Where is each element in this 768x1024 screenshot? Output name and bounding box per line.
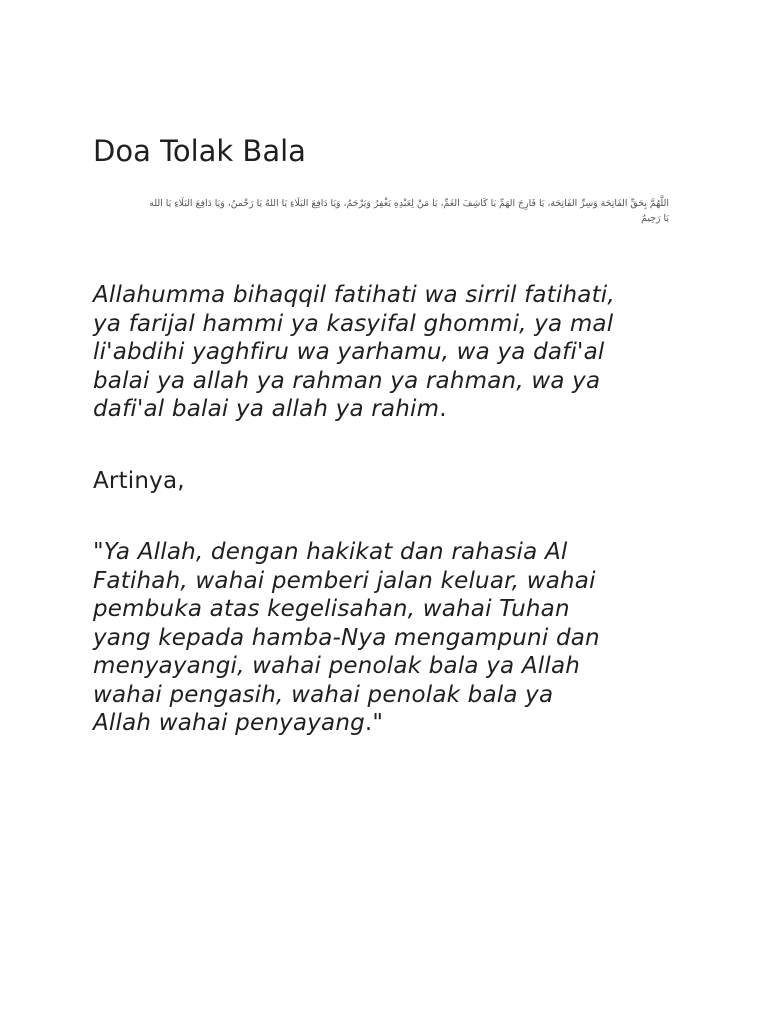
meaning-line: menyayangi, wahai penolak bala ya Allah <box>93 653 581 679</box>
transliteration-line-last <box>93 395 678 424</box>
transliteration-paragraph <box>93 281 678 424</box>
meaning-text: Allah wahai penyayang <box>93 710 365 736</box>
document-title: Doa Tolak Bala <box>93 134 306 168</box>
meaning-line <box>93 538 678 567</box>
meaning-paragraph <box>93 538 678 738</box>
open-quote: " <box>93 539 104 565</box>
arabic-line: يَا رَحِيمُ <box>641 213 669 224</box>
meaning-line: wahai pengasih, wahai penolak bala ya <box>93 681 554 708</box>
transliteration-period: . <box>439 396 447 422</box>
arabic-prayer-text <box>111 196 669 226</box>
arabic-line: اللَّهُمَّ بِحَقِّ الفَاتِحَة وَسِرِّ الفَاتِحَة، يَا فَارِجَ الهَمِّ يَا كَاشِفَ الغَمِّ، يَا مَنْ لِعَبْدِهِ يَغْفِرُ وَيَرْحَمُ، وَيَا دَافِعَ البَلَاءِ يَا اللهُ يَا رَحْمنُ، وَيَا دَافِعَ البَلَاءِ يَا الله <box>149 198 669 209</box>
meaning-line: pembuka atas kegelisahan, wahai Tuhan <box>93 596 570 622</box>
transliteration-text: dafi'al balai ya allah ya rahim <box>93 396 440 422</box>
meaning-line-last <box>93 709 678 738</box>
close-quote: ." <box>364 710 384 736</box>
transliteration-line: li'abdihi yaghfiru wa yarhamu, wa ya dafi'al <box>93 339 605 365</box>
transliteration-line: Allahumma bihaqqil fatihati wa sirril fatihati, <box>93 282 615 308</box>
meaning-text: Ya Allah, dengan hakikat dan rahasia Al <box>103 539 568 565</box>
meaning-line: Fatihah, wahai pemberi jalan keluar, wahai <box>93 567 596 594</box>
artinya-label: Artinya, <box>93 468 185 494</box>
meaning-line: yang kepada hamba-Nya mengampuni dan <box>93 624 600 651</box>
transliteration-line: ya farijal hammi ya kasyifal ghommi, ya mal <box>93 310 614 337</box>
transliteration-line: balai ya allah ya rahman ya rahman, wa ya <box>93 367 601 394</box>
